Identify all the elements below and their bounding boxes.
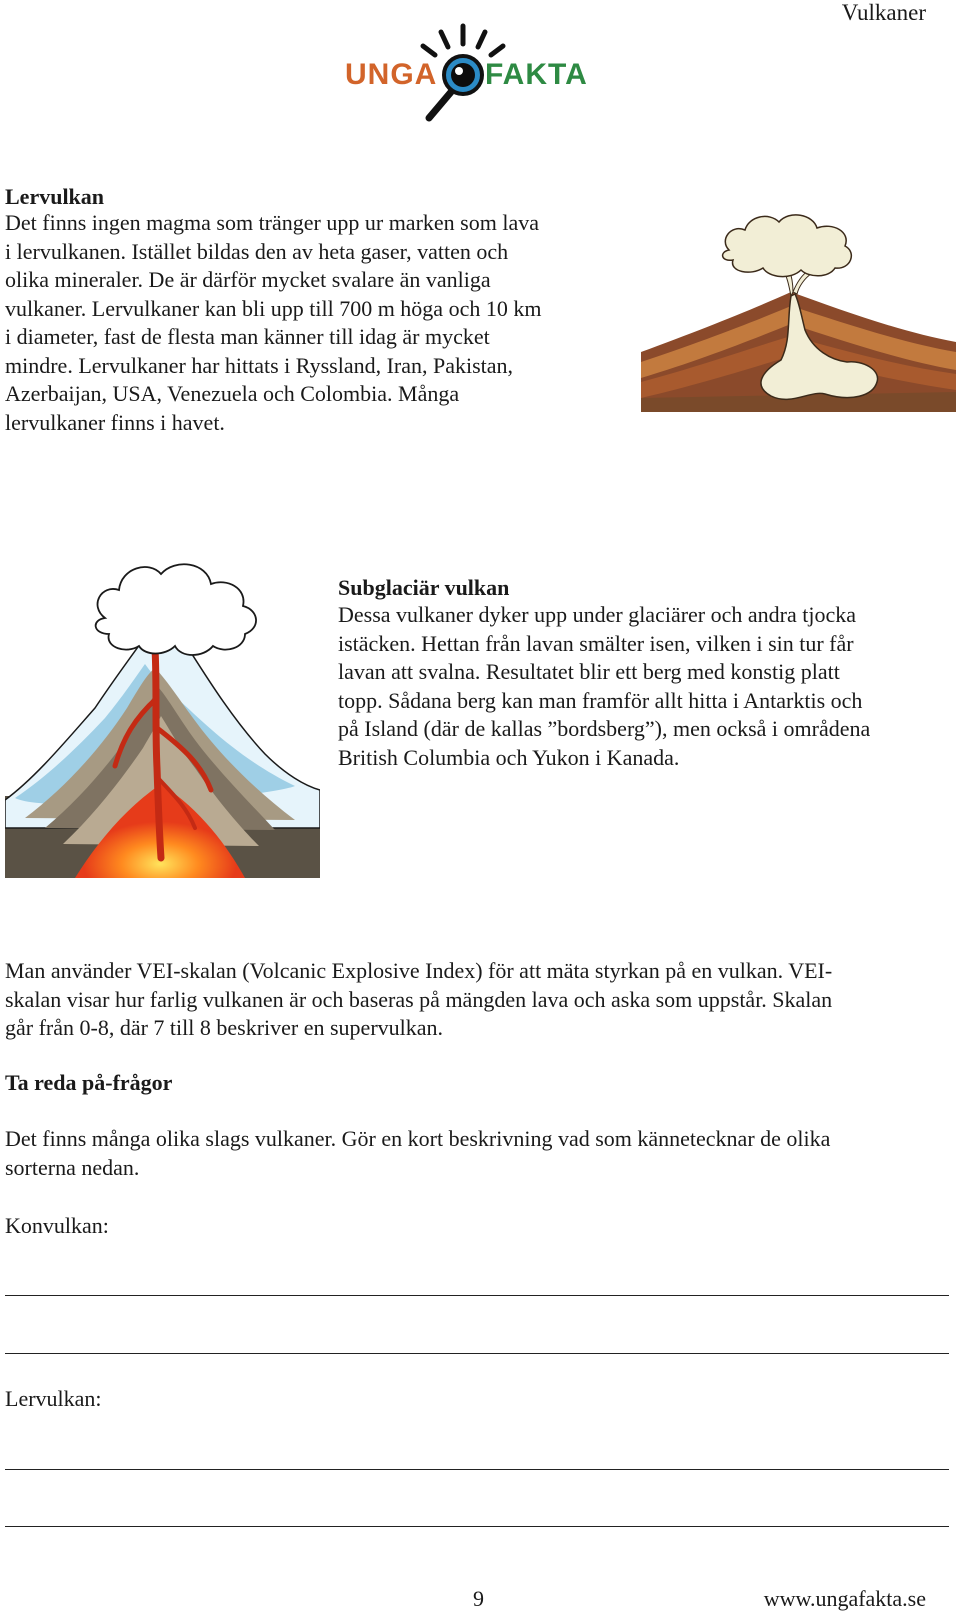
subglacial-volcano-illustration xyxy=(5,528,320,878)
text-line: vulkaner. Lervulkaner kan bli upp till 700 m höga och 10 km xyxy=(5,295,542,321)
page-header-title: Vulkaner xyxy=(841,0,926,25)
text-line: Det finns många olika slags vulkaner. Gör en kort beskrivning vad som kännetecknar de olika xyxy=(5,1126,831,1151)
text-line: på Island (där de kallas ”bordsberg”), men också i områdena xyxy=(338,716,871,741)
question-label-konvulkan: Konvulkan: xyxy=(5,1213,109,1238)
text-line: lavan att svalna. Resultatet blir ett berg med konstig platt xyxy=(338,659,840,684)
text-line: topp. Sådana berg kan man framför allt hitta i Antarktis och xyxy=(338,687,863,713)
answer-line[interactable] xyxy=(5,1469,949,1470)
text-line: Det finns ingen magma som tränger upp ur marken som lava xyxy=(5,210,539,235)
text-line: olika mineraler. De är därför mycket svalare än vanliga xyxy=(5,267,491,292)
text-line: i diameter, fast de flesta man känner till idag är mycket xyxy=(5,324,490,349)
answer-line[interactable] xyxy=(5,1353,949,1354)
mud-volcano-illustration xyxy=(641,210,956,412)
paragraph-lervulkan xyxy=(5,209,615,437)
text-line: sorterna nedan. xyxy=(5,1154,140,1180)
text-line: mindre. Lervulkaner har hittats i Ryssland, Iran, Pakistan, xyxy=(5,352,514,378)
text-line: i lervulkanen. Istället bildas den av heta gaser, vatten och xyxy=(5,238,509,264)
text-line: lervulkaner finns i havet. xyxy=(5,409,225,435)
section-heading-subglacial: Subglaciär vulkan xyxy=(338,575,510,600)
answer-line[interactable] xyxy=(5,1526,949,1527)
text-line: Dessa vulkaner dyker upp under glaciärer och andra tjocka xyxy=(338,602,856,627)
question-label-lervulkan: Lervulkan: xyxy=(5,1386,102,1411)
text-line: går från 0-8, där 7 till 8 beskriver en supervulkan. xyxy=(5,1015,444,1040)
paragraph-questions-intro xyxy=(5,1125,955,1182)
text-line: Azerbaijan, USA, Venezuela och Colombia. Många xyxy=(5,381,460,406)
section-heading-questions: Ta reda på-frågor xyxy=(5,1070,173,1095)
text-line: istäcken. Hettan från lavan smälter isen, vilken i sin tur får xyxy=(338,630,854,656)
paragraph-subglacial xyxy=(338,601,958,772)
logo-text-left: UNGA xyxy=(345,58,438,91)
text-line: British Columbia och Yukon i Kanada. xyxy=(338,744,680,770)
text-line: skalan visar hur farlig vulkanen är och baseras på mängden lava och aska som uppstår. Skalan xyxy=(5,986,833,1012)
text-line: Man använder VEI-skalan (Volcanic Explosive Index) för att mäta styrkan på en vulkan. VEI- xyxy=(5,958,833,983)
logo-text-right: FAKTA xyxy=(485,58,588,91)
page-number: 9 xyxy=(473,1586,484,1611)
answer-line[interactable] xyxy=(5,1295,949,1296)
ungafakta-logo xyxy=(345,22,590,124)
paragraph-vei xyxy=(5,957,955,1043)
footer-website: www.ungafakta.se xyxy=(763,1586,926,1611)
section-heading-lervulkan: Lervulkan xyxy=(5,184,105,209)
